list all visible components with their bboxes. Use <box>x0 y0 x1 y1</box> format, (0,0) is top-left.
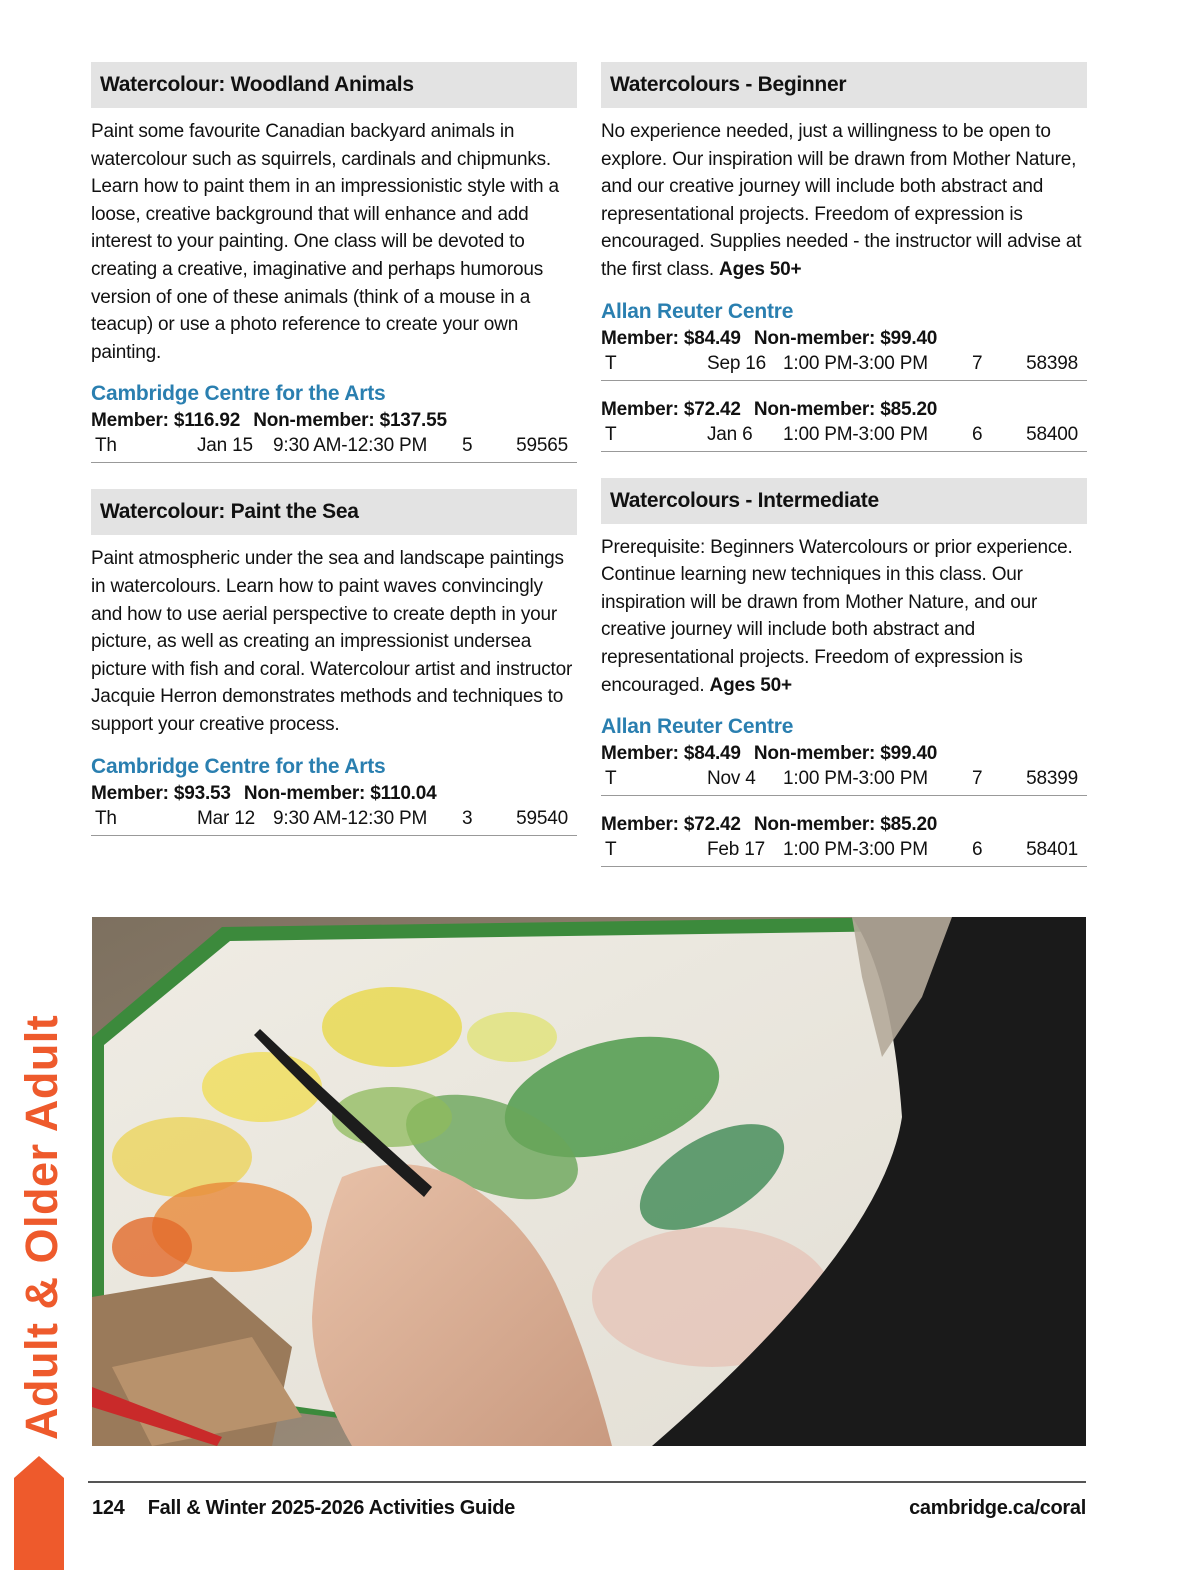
course-paint-the-sea <box>91 489 577 835</box>
member-price: Member: $93.53 <box>91 782 231 804</box>
session-day: Th <box>95 807 117 829</box>
venue-name: Allan Reuter Centre <box>601 715 794 739</box>
session-time: 1:00 PM-3:00 PM <box>783 352 928 374</box>
nonmember-price: Non-member: $99.40 <box>753 743 938 765</box>
session-day: T <box>605 352 617 374</box>
member-price: Member: $84.49 <box>601 327 741 349</box>
course-woodland-animals <box>91 62 577 463</box>
session-time: 1:00 PM-3:00 PM <box>783 768 928 790</box>
course-code: 58398 <box>1026 352 1078 374</box>
session-date: Jan 6 <box>707 423 753 445</box>
ages-label: Ages 50+ <box>719 258 802 280</box>
section-tab-label: Adult & Older Adult <box>16 1014 67 1440</box>
course-description <box>601 118 1087 284</box>
session-row[interactable] <box>601 765 1087 796</box>
course-title: Watercolours - Beginner <box>601 62 1087 108</box>
member-price: Member: $72.42 <box>601 814 741 836</box>
session-row[interactable] <box>91 805 577 836</box>
session-classes: 7 <box>972 352 983 374</box>
session-row[interactable] <box>601 836 1087 867</box>
left-column <box>91 62 577 862</box>
session-classes: 3 <box>462 807 473 829</box>
session-classes: 6 <box>972 423 983 445</box>
course-title: Watercolours - Intermediate <box>601 478 1087 524</box>
course-description <box>601 534 1087 700</box>
session-time: 9:30 AM-12:30 PM <box>273 435 428 457</box>
nonmember-price: Non-member: $85.20 <box>753 814 938 836</box>
venue-name: Cambridge Centre for the Arts <box>91 754 386 778</box>
nonmember-price: Non-member: $99.40 <box>753 327 938 349</box>
session-date: Nov 4 <box>707 768 756 790</box>
course-code: 58401 <box>1026 839 1078 861</box>
session-classes: 5 <box>462 435 473 457</box>
price-line <box>601 399 1087 421</box>
course-description: Paint some favourite Canadian backyard animals in watercolour such as squirrels, cardinals and chipmunks. Learn how to paint them in an impressionistic style with a loose, creative background that will enhance and add interest to your painting. One class will be devoted to creating a creative, imaginative and perhaps humorous version of one of these animals (think of a mouse in a teacup) or use a photo reference to create your own painting. <box>91 121 559 363</box>
price-line <box>601 328 1087 350</box>
course-title: Watercolour: Woodland Animals <box>91 62 577 108</box>
course-code: 59565 <box>516 435 568 457</box>
footer-divider <box>88 1481 1086 1483</box>
member-price: Member: $72.42 <box>601 398 741 420</box>
course-code: 58399 <box>1026 768 1078 790</box>
session-time: 9:30 AM-12:30 PM <box>273 807 428 829</box>
course-watercolours-beginner <box>601 62 1087 452</box>
section-tab-marker <box>14 1456 64 1570</box>
session-day: T <box>605 423 617 445</box>
session-row[interactable] <box>91 432 577 463</box>
description-text: No experience needed, just a willingness to be open to explore. Our inspiration will be drawn from Mother Nature, and our creative journey will include both abstract and representational projects. Freedom of expression is encouraged. Supplies needed - the instructor will advise at the first class. <box>601 121 1082 280</box>
watercolour-painting-photo <box>92 917 1086 1446</box>
price-line <box>601 814 1087 836</box>
session-row[interactable] <box>601 350 1087 381</box>
right-column <box>601 62 1087 893</box>
session-classes: 7 <box>972 768 983 790</box>
session-classes: 6 <box>972 839 983 861</box>
session-row[interactable] <box>601 421 1087 452</box>
page-number: 124 <box>92 1497 125 1519</box>
guide-title: Fall & Winter 2025-2026 Activities Guide <box>147 1497 515 1519</box>
course-title: Watercolour: Paint the Sea <box>91 489 577 535</box>
session-date: Sep 16 <box>707 352 767 374</box>
course-watercolours-intermediate <box>601 478 1087 868</box>
session-day: Th <box>95 435 117 457</box>
member-price: Member: $84.49 <box>601 743 741 765</box>
session-date: Jan 15 <box>197 435 253 457</box>
page-footer <box>92 1497 1086 1520</box>
price-line <box>601 743 1087 765</box>
price-line <box>91 783 577 805</box>
description-text: Prerequisite: Beginners Watercolours or prior experience. Continue learning new techniques in this class. Our inspiration will be drawn from Mother Nature, and our creative journey will include both abstract and representational projects. Freedom of expression is encouraged. <box>601 536 1073 696</box>
member-price: Member: $116.92 <box>91 410 241 432</box>
course-code: 58400 <box>1026 423 1078 445</box>
ages-label: Ages 50+ <box>709 674 792 696</box>
session-date: Feb 17 <box>707 839 765 861</box>
website-link[interactable]: cambridge.ca/coral <box>909 1497 1086 1519</box>
nonmember-price: Non-member: $85.20 <box>753 398 938 420</box>
course-code: 59540 <box>516 807 568 829</box>
nonmember-price: Non-member: $110.04 <box>243 782 437 804</box>
venue-name: Cambridge Centre for the Arts <box>91 382 386 406</box>
nonmember-price: Non-member: $137.55 <box>253 410 447 432</box>
session-time: 1:00 PM-3:00 PM <box>783 423 928 445</box>
course-description: Paint atmospheric under the sea and landscape paintings in watercolours. Learn how to paint waves convincingly and how to use aerial perspective to create depth in your picture, as well as creating an impressionist undersea picture with fish and coral. Watercolour artist and instructor Jacquie Herron demonstrates methods and techniques to support your creative process. <box>91 548 573 735</box>
session-day: T <box>605 839 617 861</box>
session-time: 1:00 PM-3:00 PM <box>783 839 928 861</box>
session-date: Mar 12 <box>197 807 255 829</box>
session-day: T <box>605 768 617 790</box>
venue-name: Allan Reuter Centre <box>601 299 794 323</box>
price-line <box>91 410 577 432</box>
